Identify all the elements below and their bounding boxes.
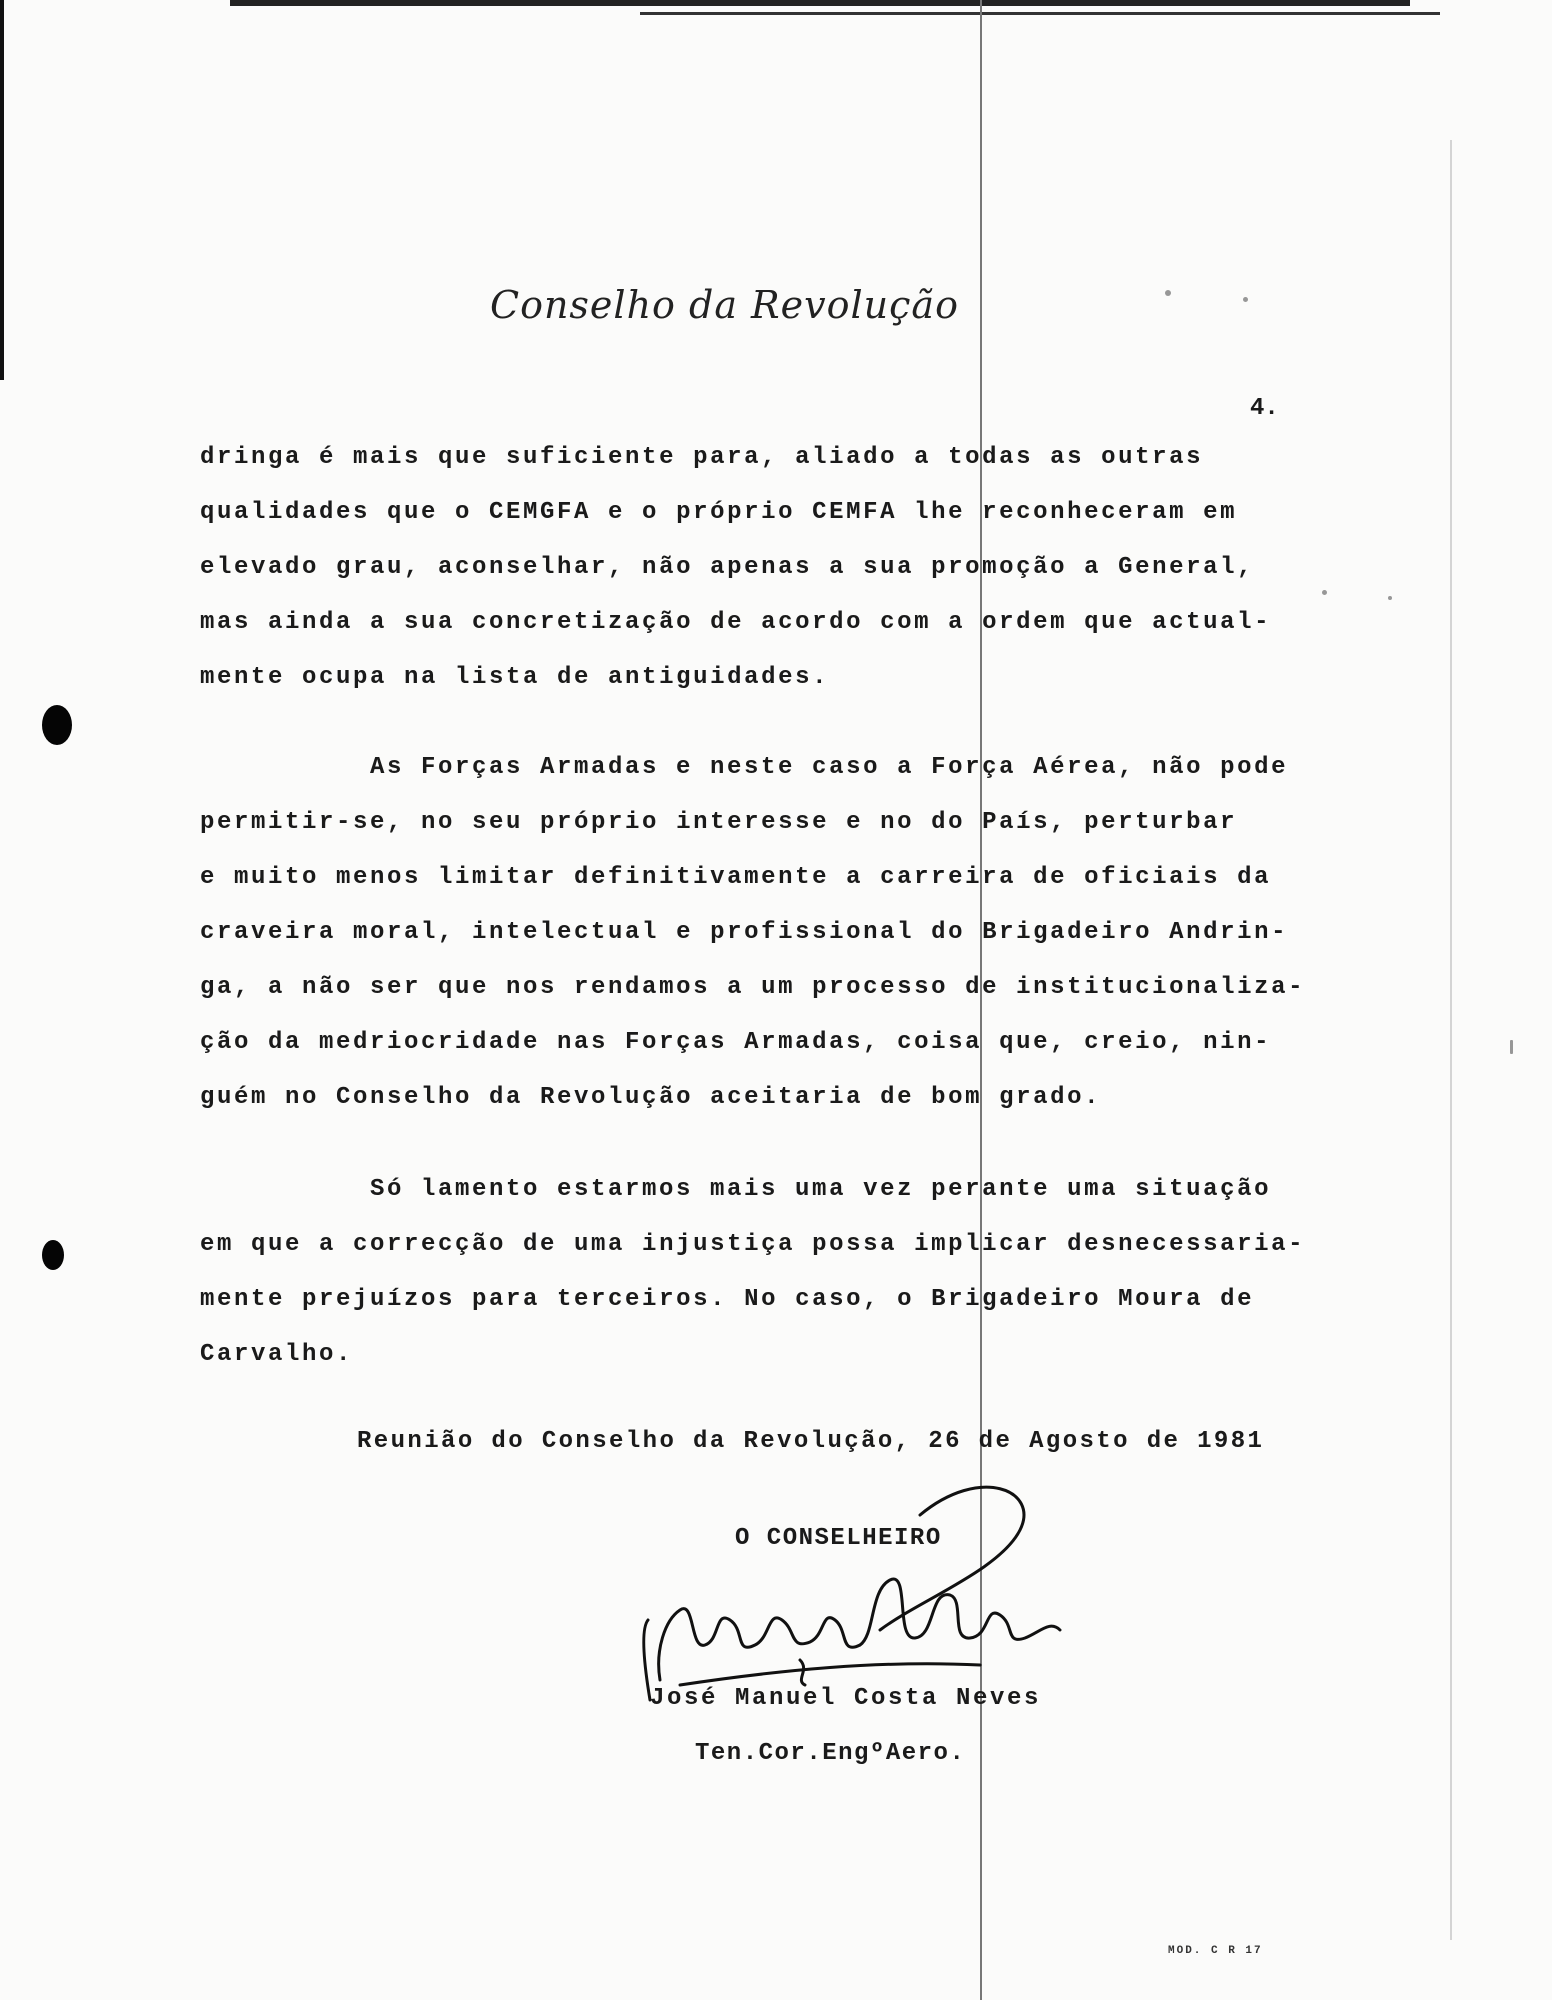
punch-hole-lower [42,1240,64,1270]
text-line: ção da medriocridade nas Forças Armadas, coisa que, creio, nin- [200,1029,1272,1056]
text-line: e muito menos limitar definitivamente a carreira de oficiais da [200,864,1272,891]
signature-title: O CONSELHEIRO [735,1525,942,1552]
scan-speck [1322,590,1327,595]
scan-speck [1165,290,1171,296]
page-number: 4. [1250,395,1279,422]
top-edge-rule [230,0,1410,6]
text-line: craveira moral, intelectual e profissional do Brigadeiro Andrin- [200,919,1289,946]
text-line: dringa é mais que suficiente para, aliado a todas as outras [200,444,1204,471]
text-line: qualidades que o CEMGFA e o próprio CEMFA lhe reconheceram em [200,499,1238,526]
left-edge-shadow [0,0,4,380]
scan-speck [1510,1040,1513,1054]
right-edge-shadow [1450,140,1452,1940]
paragraph-3 [200,1162,1306,1382]
text-line: As Forças Armadas e neste caso a Força Aérea, não pode [370,754,1289,781]
top-edge-rule-secondary [640,12,1440,15]
form-code: MOD. C R 17 [1168,1945,1263,1957]
paragraph-2 [200,740,1306,1125]
scan-speck [1243,297,1248,302]
letterhead: Conselho da Revolução [490,283,959,327]
text-line: em que a correcção de uma injustiça possa implicar desnecessaria- [200,1231,1306,1258]
text-line: Carvalho. [200,1341,354,1368]
text-line: mas ainda a sua concretização de acordo com a ordem que actual- [200,609,1272,636]
text-line: ga, a não ser que nos rendamos a um processo de institucionaliza- [200,974,1306,1001]
paragraph-1 [200,430,1300,705]
signatory-name: José Manuel Costa Neves [650,1685,1042,1712]
text-line: elevado grau, aconselhar, não apenas a sua promoção a General, [200,554,1255,581]
text-line: guém no Conselho da Revolução aceitaria de bom grado. [200,1084,1102,1111]
text-line: mente prejuízos para terceiros. No caso, o Brigadeiro Moura de [200,1286,1255,1313]
punch-hole-upper [42,705,72,745]
text-line: permitir-se, no seu próprio interesse e no do País, perturbar [200,809,1238,836]
text-line: Só lamento estarmos mais uma vez perante uma situação [370,1176,1272,1203]
signatory-rank: Ten.Cor.EngºAero. [695,1740,966,1767]
text-line: mente ocupa na lista de antiguidades. [200,664,830,691]
scan-speck [1388,596,1392,600]
dateline: Reunião do Conselho da Revolução, 26 de Agosto de 1981 [357,1428,1265,1455]
